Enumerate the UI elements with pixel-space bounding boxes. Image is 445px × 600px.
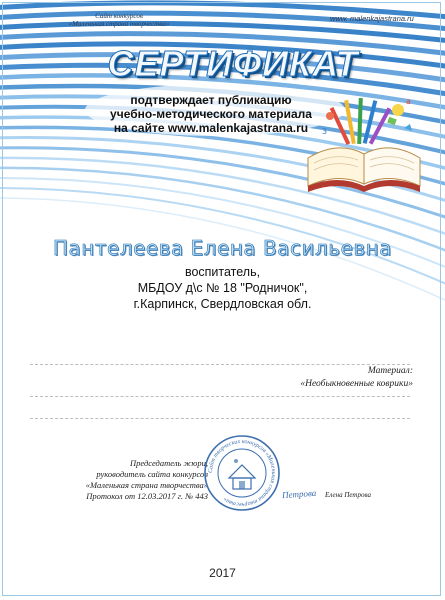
divider-bottom [30, 418, 410, 419]
open-book-illustration [300, 88, 430, 198]
issue-year: 2017 [209, 566, 236, 580]
certificate-subtitle [96, 93, 326, 135]
recipient-details [100, 264, 345, 312]
svg-text:a: a [406, 97, 411, 106]
house-icon [229, 459, 255, 489]
subtitle-line-1: подтверждает публикацию [130, 93, 292, 107]
subtitle-line-3: на сайте www.malenkajastrana.ru [113, 121, 309, 135]
divider-top [30, 364, 410, 365]
signatory-name: Елена Петрова [325, 491, 371, 499]
jury-line-3: «Маленькая страна творчества» [85, 480, 208, 490]
organizer-line-1: Сайт конкурсов [95, 12, 143, 20]
seal-stamp [203, 434, 281, 512]
subtitle-line-2: учебно-методического материала [110, 107, 312, 121]
signature-handwritten: Петрова [281, 487, 317, 501]
jury-line-1: Председатель жюри, [130, 458, 208, 468]
pencils-icon [322, 97, 412, 145]
certificate-title: СЕРТИФИКАТ [107, 43, 359, 84]
jury-caption [58, 458, 208, 502]
book-icon [308, 148, 420, 192]
recipient-city: г.Карпинск, Свердловская обл. [133, 297, 312, 311]
material-title: «Необыкновенные коврики» [300, 379, 413, 389]
recipient-position: воспитатель, [184, 265, 261, 279]
seal-ring-text: Сайт творческих конкурсов «Маленькая страна творчества» [207, 438, 277, 508]
divider-middle [30, 396, 410, 397]
svg-text:3: 3 [322, 127, 328, 136]
recipient-organization: МБДОУ д\с № 18 "Родничок", [137, 281, 308, 295]
site-url: www. malenkajastrana.ru [330, 14, 414, 23]
jury-protocol: Протокол от 12.03.2017 г. № 443 [86, 491, 208, 501]
jury-line-2: руководитель сайта конкурсов [96, 469, 208, 479]
recipient-name: Пантелеева Елена Васильевна [53, 236, 392, 260]
organizer-caption [54, 12, 184, 28]
organizer-line-2: «Маленькая страна творчества» [68, 20, 170, 28]
material-label: Материал: [367, 366, 413, 376]
